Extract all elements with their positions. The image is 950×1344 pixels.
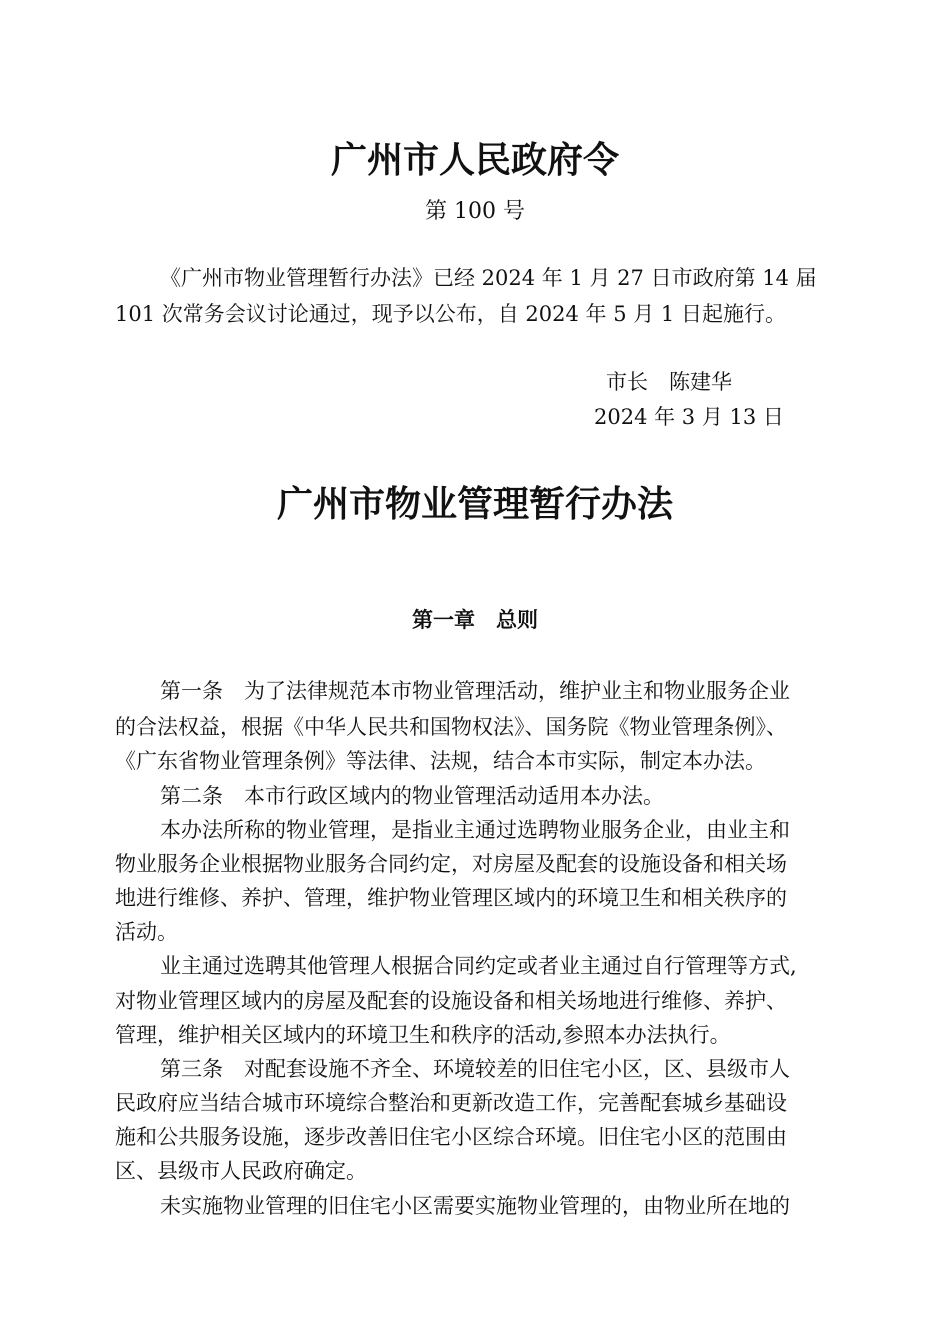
article-line: 管理，维护相关区域内的环境卫生和秩序的活动,参照本办法执行。 (115, 1023, 731, 1047)
article-line: 民政府应当结合城市环境综合整治和更新改造工作，完善配套城乡基础设 (115, 1091, 787, 1115)
order-body-line-2: 101 次常务会议讨论通过，现予以公布，自 2024 年 5 月 1 日起施行。 (115, 302, 786, 326)
order-body-line-1: 《广州市物业管理暂行办法》已经 2024 年 1 月 27 日市政府第 14 届 (160, 266, 817, 290)
article-line: 地进行维修、养护、管理，维护物业管理区域内的环境卫生和相关秩序的 (115, 886, 787, 910)
article-line: 未实施物业管理的旧住宅小区需要实施物业管理的，由物业所在地的 (160, 1194, 790, 1218)
signature-date: 2024 年 3 月 13 日 (594, 405, 784, 429)
article-line: 活动。 (115, 920, 178, 944)
article-line: 本办法所称的物业管理，是指业主通过选聘物业服务企业，由业主和 (160, 818, 790, 842)
law-title: 广州市物业管理暂行办法 (276, 483, 673, 525)
article-line: 施和公共服务设施，逐步改善旧住宅小区综合环境。旧住宅小区的范围由 (115, 1125, 787, 1149)
article-line: 第三条 对配套设施不齐全、环境较差的旧住宅小区，区、县级市人 (160, 1057, 790, 1081)
article-line: 物业服务企业根据物业服务合同约定，对房屋及配套的设施设备和相关场 (115, 852, 787, 876)
mayor-signature: 市长 陈建华 (606, 370, 732, 394)
order-number: 第 100 号 (425, 199, 525, 224)
article-line: 第一条 为了法律规范本市物业管理活动，维护业主和物业服务企业 (160, 679, 790, 703)
article-line: 区、县级市人民政府确定。 (115, 1159, 367, 1183)
chapter-heading: 第一章 总则 (412, 607, 538, 632)
article-line: 的合法权益，根据《中华人民共和国物权法》、国务院《物业管理条例》、 (115, 715, 787, 739)
article-line: 第二条 本市行政区域内的物业管理活动适用本办法。 (160, 784, 664, 808)
article-line: 《广东省物业管理条例》等法律、法规，结合本市实际，制定本办法。 (115, 749, 766, 773)
article-line: 对物业管理区域内的房屋及配套的设施设备和相关场地进行维修、养护、 (115, 989, 787, 1013)
order-title: 广州市人民政府令 (330, 139, 619, 181)
article-line: 业主通过选聘其他管理人根据合同约定或者业主通过自行管理等方式, (160, 954, 797, 978)
